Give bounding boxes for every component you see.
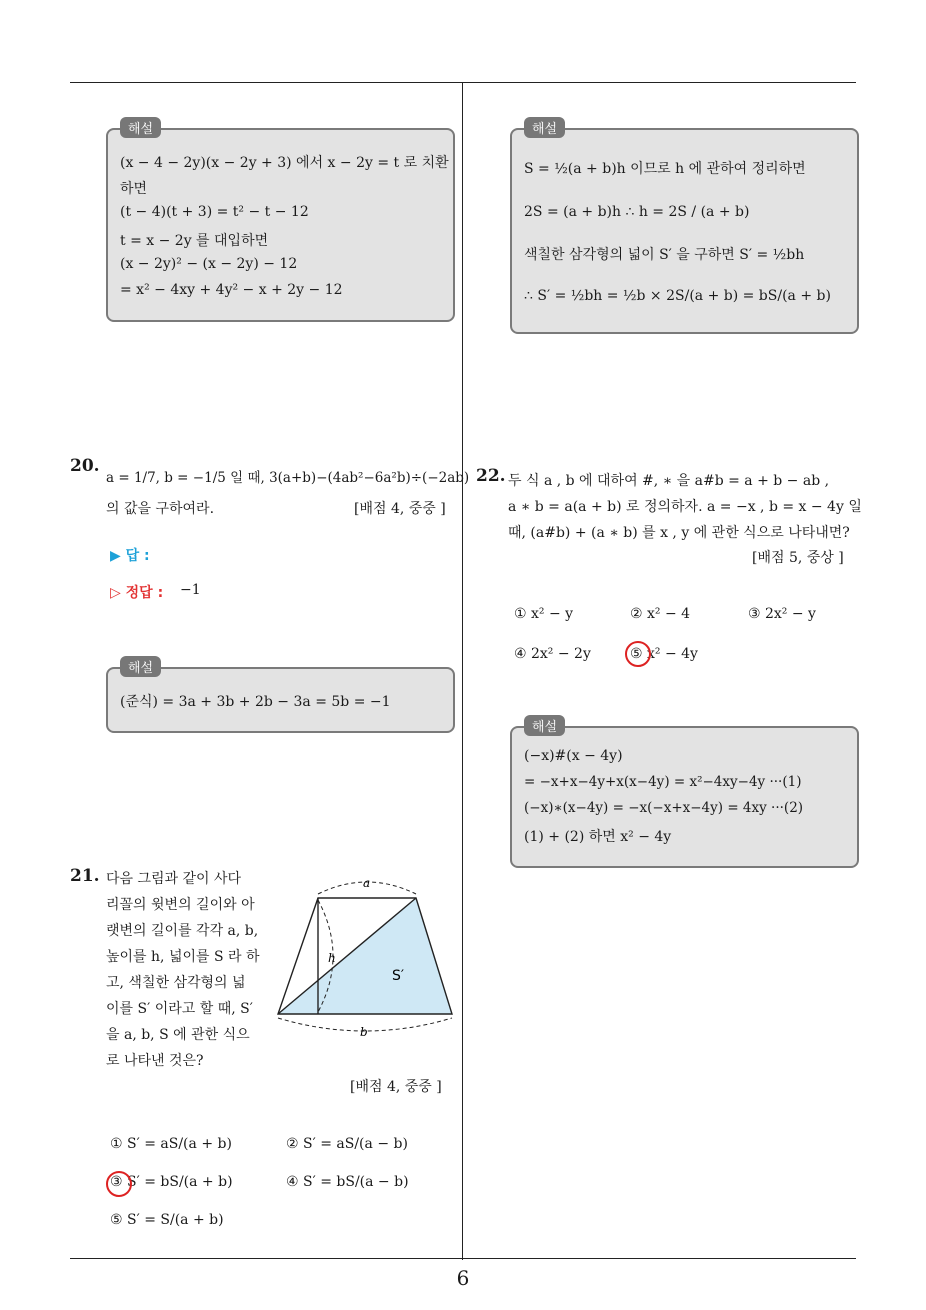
question-text: 을 a, b, S 에 관한 식으 bbox=[106, 1027, 250, 1043]
column-divider bbox=[462, 83, 463, 1260]
choice-4[interactable]: ④ 2x² − 2y bbox=[514, 646, 591, 662]
label-b: b bbox=[360, 1025, 368, 1039]
choice-4[interactable]: ④ S′ = bS/(a − b) bbox=[286, 1174, 409, 1190]
shaded-triangle bbox=[278, 898, 452, 1014]
solution-box-4 bbox=[510, 720, 859, 868]
solution-line: (−x)#(x − 4y) bbox=[524, 748, 623, 764]
question-number: 20. bbox=[70, 456, 100, 476]
question-text: 랫변의 길이를 각각 a, b, bbox=[106, 923, 259, 939]
solution-line: 2S = (a + b)h ∴ h = 2S / (a + b) bbox=[524, 204, 750, 220]
selected-answer-mark bbox=[625, 641, 651, 667]
solution-box-1 bbox=[106, 122, 455, 322]
solution-line: 색칠한 삼각형의 넓이 S′ 을 구하면 S′ = ½bh bbox=[524, 247, 805, 263]
label-h: h bbox=[328, 951, 336, 965]
choice-2[interactable]: ② x² − 4 bbox=[630, 606, 691, 622]
solution-box-3 bbox=[106, 661, 455, 733]
solution-line: = −x+x−4y+x(x−4y) = x²−4xy−4y ···(1) bbox=[524, 774, 802, 790]
choice-3[interactable]: ③ S′ = bS/(a + b) bbox=[110, 1174, 233, 1190]
selected-answer-mark bbox=[106, 1171, 132, 1197]
question-text: 리꼴의 윗변의 길이와 아 bbox=[106, 897, 255, 913]
choice-1[interactable]: ① x² − y bbox=[514, 606, 574, 622]
question-text: 로 나타낸 것은? bbox=[106, 1053, 204, 1069]
solution-line: (−x)∗(x−4y) = −x(−x+x−4y) = 4xy ···(2) bbox=[524, 800, 804, 816]
bottom-rule bbox=[70, 1258, 856, 1259]
solution-line: t = x − 2y 를 대입하면 bbox=[120, 233, 269, 249]
solution-line: S = ½(a + b)h 이므로 h 에 관하여 정리하면 bbox=[524, 161, 806, 177]
choice-5[interactable]: ⑤ x² − 4y bbox=[630, 646, 698, 662]
correct-value: −1 bbox=[180, 582, 201, 598]
question-number: 21. bbox=[70, 866, 100, 886]
solution-tag: 해설 bbox=[120, 656, 161, 677]
question-text: 때, (a#b) + (a ∗ b) 를 x , y 에 관한 식으로 나타내면? bbox=[508, 525, 850, 541]
page-number: 6 bbox=[456, 1266, 470, 1290]
solution-line: 하면 bbox=[120, 181, 148, 197]
solution-tag: 해설 bbox=[524, 715, 565, 736]
solution-line: = x² − 4xy + 4y² − x + 2y − 12 bbox=[120, 282, 343, 298]
solution-tag: 해설 bbox=[524, 117, 565, 138]
choice-2[interactable]: ② S′ = aS/(a − b) bbox=[286, 1136, 408, 1152]
question-text: a ∗ b = a(a + b) 로 정의하자. a = −x , b = x − 4y 일 bbox=[508, 499, 862, 515]
solution-box-2 bbox=[510, 122, 859, 334]
question-text: 의 값을 구하여라. bbox=[106, 501, 215, 517]
choice-3[interactable]: ③ 2x² − y bbox=[748, 606, 816, 622]
trapezoid-figure bbox=[270, 872, 465, 1040]
question-text: 이를 S′ 이라고 할 때, S′ bbox=[106, 1001, 253, 1017]
question-text: a = 1/7, b = −1/5 일 때, 3(a+b)−(4ab²−6a²b)÷(−2ab) bbox=[106, 470, 470, 486]
label-a: a bbox=[363, 876, 371, 890]
label-s-prime: S′ bbox=[392, 968, 405, 984]
top-rule bbox=[70, 82, 856, 83]
solution-line: (t − 4)(t + 3) = t² − t − 12 bbox=[120, 204, 309, 220]
choice-5[interactable]: ⑤ S′ = S/(a + b) bbox=[110, 1212, 224, 1228]
question-text: 다음 그림과 같이 사다 bbox=[106, 871, 242, 887]
solution-line: (1) + (2) 하면 x² − 4y bbox=[524, 829, 672, 845]
question-text: 두 식 a , b 에 대하여 #, ∗ 을 a#b = a + b − ab , bbox=[508, 473, 830, 489]
question-text: 높이를 h, 넓이를 S 라 하 bbox=[106, 949, 260, 965]
question-number: 22. bbox=[476, 466, 506, 486]
question-text: 고, 색칠한 삼각형의 넓 bbox=[106, 975, 246, 991]
score-label: [배점 4, 중중 ] bbox=[354, 501, 446, 517]
choice-1[interactable]: ① S′ = aS/(a + b) bbox=[110, 1136, 232, 1152]
answer-label: ▶ 답 : bbox=[110, 548, 150, 564]
solution-line: (x − 4 − 2y)(x − 2y + 3) 에서 x − 2y = t 로 치환 bbox=[120, 155, 449, 171]
score-label: [배점 4, 중중 ] bbox=[350, 1079, 442, 1095]
correct-label: ▷ 정답 : bbox=[110, 585, 164, 601]
solution-line: ∴ S′ = ½bh = ½b × 2S/(a + b) = bS/(a + b) bbox=[524, 288, 831, 304]
solution-line: (x − 2y)² − (x − 2y) − 12 bbox=[120, 256, 298, 272]
solution-tag: 해설 bbox=[120, 117, 161, 138]
score-label: [배점 5, 중상 ] bbox=[752, 550, 844, 566]
solution-line: (준식) = 3a + 3b + 2b − 3a = 5b = −1 bbox=[120, 694, 391, 710]
